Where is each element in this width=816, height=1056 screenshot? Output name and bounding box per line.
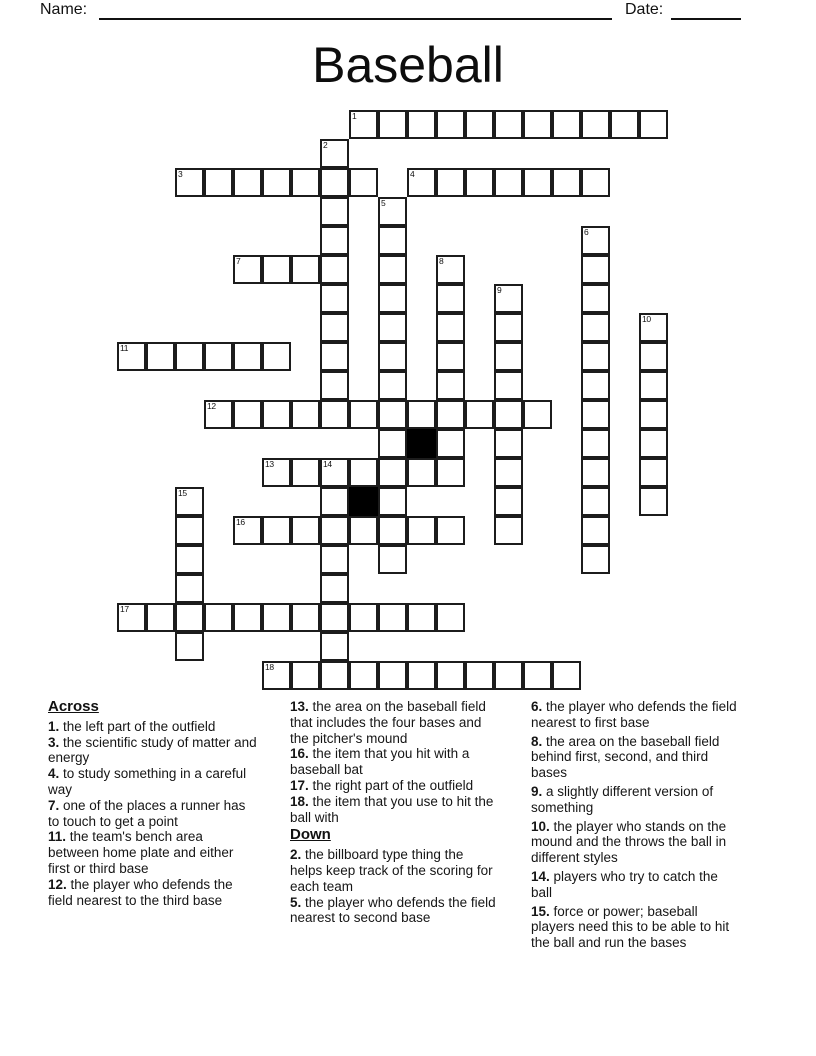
grid-cell[interactable] <box>320 400 349 429</box>
grid-cell[interactable] <box>320 168 349 197</box>
grid-cell[interactable] <box>378 197 407 226</box>
cell-number: 8 <box>439 256 444 266</box>
grid-cell[interactable] <box>291 458 320 487</box>
grid-cell[interactable] <box>378 255 407 284</box>
clue-text: the player who stands on the mound and the throws the ball in different styles <box>531 818 727 866</box>
grid-cell[interactable] <box>436 400 465 429</box>
grid-cell[interactable] <box>320 661 349 690</box>
grid-cell[interactable] <box>436 661 465 690</box>
clue-text: a slightly different version of something <box>531 783 714 815</box>
cell-number: 4 <box>410 169 415 179</box>
clue-number: 16. <box>290 746 309 762</box>
clue-item <box>531 734 740 781</box>
grid-cell[interactable] <box>204 168 233 197</box>
cell-number: 14 <box>323 459 332 469</box>
cell-number: 16 <box>236 517 245 527</box>
clue-number: 11. <box>48 829 67 845</box>
grid-cell[interactable] <box>436 110 465 139</box>
grid-cell[interactable] <box>378 400 407 429</box>
grid-cell[interactable] <box>407 516 436 545</box>
grid-cell[interactable] <box>581 255 610 284</box>
grid-cell[interactable] <box>291 168 320 197</box>
cell-number: 11 <box>120 343 129 353</box>
grid-cell[interactable] <box>378 313 407 342</box>
grid-cell[interactable] <box>233 168 262 197</box>
grid-cell[interactable] <box>610 110 639 139</box>
grid-cell[interactable] <box>320 284 349 313</box>
grid-cell[interactable] <box>523 110 552 139</box>
grid-cell[interactable] <box>581 516 610 545</box>
clue-number: 10. <box>531 818 550 834</box>
grid-cell[interactable] <box>262 458 291 487</box>
grid-cell[interactable] <box>349 400 378 429</box>
grid-cell[interactable] <box>117 342 146 371</box>
grid-cell[interactable] <box>494 284 523 313</box>
cell-number: 17 <box>120 604 129 614</box>
grid-cell[interactable] <box>639 458 668 487</box>
cell-number: 10 <box>642 314 651 324</box>
grid-cell[interactable] <box>378 226 407 255</box>
grid-cell[interactable] <box>436 603 465 632</box>
grid-cell[interactable] <box>378 429 407 458</box>
grid-cell[interactable] <box>233 516 262 545</box>
grid-cell[interactable] <box>320 516 349 545</box>
grid-cell[interactable] <box>436 371 465 400</box>
clue-text: one of the places a runner has to touch to get a point <box>48 797 246 829</box>
cell-number: 18 <box>265 662 274 672</box>
cell-number: 12 <box>207 401 216 411</box>
grid-cell[interactable] <box>523 168 552 197</box>
grid-cell[interactable] <box>291 661 320 690</box>
grid-cell[interactable] <box>436 313 465 342</box>
grid-cell[interactable] <box>581 313 610 342</box>
grid-cell[interactable] <box>494 168 523 197</box>
grid-cell[interactable] <box>233 342 262 371</box>
grid-cell[interactable] <box>639 487 668 516</box>
grid-cell[interactable] <box>581 458 610 487</box>
grid-cell[interactable] <box>320 487 349 516</box>
grid-cell[interactable] <box>349 168 378 197</box>
clue-item <box>290 699 499 746</box>
grid-cell[interactable] <box>465 168 494 197</box>
clue-item <box>531 784 740 816</box>
grid-cell[interactable] <box>378 284 407 313</box>
cell-number: 13 <box>265 459 274 469</box>
grid-cell[interactable] <box>175 342 204 371</box>
grid-cell[interactable] <box>291 603 320 632</box>
grid-cell[interactable] <box>378 371 407 400</box>
grid-cell-black <box>349 487 378 516</box>
grid-cell[interactable] <box>320 545 349 574</box>
grid-cell[interactable] <box>320 632 349 661</box>
clue-section <box>48 699 257 908</box>
grid-cell[interactable] <box>262 661 291 690</box>
grid-cell[interactable] <box>407 603 436 632</box>
grid-cell[interactable] <box>436 284 465 313</box>
clue-number: 2. <box>290 847 302 863</box>
grid-cell[interactable] <box>146 342 175 371</box>
grid-cell[interactable] <box>175 487 204 516</box>
grid-cell[interactable] <box>581 487 610 516</box>
grid-cell[interactable] <box>639 400 668 429</box>
grid-cell[interactable] <box>146 603 175 632</box>
grid-cell[interactable] <box>581 342 610 371</box>
grid-cell[interactable] <box>552 661 581 690</box>
clue-text: players who try to catch the ball <box>531 868 718 900</box>
grid-cell[interactable] <box>378 516 407 545</box>
clue-column <box>290 699 499 926</box>
grid-cell[interactable] <box>581 110 610 139</box>
clue-text: the area on the baseball field that includes the four bases and the pitcher's mound <box>290 699 486 746</box>
grid-cell[interactable] <box>407 168 436 197</box>
grid-cell[interactable] <box>349 661 378 690</box>
clue-number: 7. <box>48 797 60 813</box>
grid-cell[interactable] <box>378 661 407 690</box>
grid-cell[interactable] <box>494 313 523 342</box>
grid-cell[interactable] <box>378 487 407 516</box>
grid-cell[interactable] <box>291 255 320 284</box>
grid-cell[interactable] <box>320 371 349 400</box>
clue-item <box>48 719 257 735</box>
clue-item <box>290 778 499 794</box>
clue-text: force or power; baseball players need this to be able to hit the ball and run the bases <box>531 903 730 951</box>
grid-cell[interactable] <box>349 516 378 545</box>
clue-item <box>48 766 257 798</box>
grid-cell[interactable] <box>233 603 262 632</box>
grid-cell[interactable] <box>581 284 610 313</box>
grid-cell[interactable] <box>291 400 320 429</box>
grid-cell[interactable] <box>262 603 291 632</box>
down-header: Down <box>290 826 331 844</box>
grid-cell[interactable] <box>639 342 668 371</box>
grid-cell[interactable] <box>175 168 204 197</box>
grid-cell[interactable] <box>581 168 610 197</box>
grid-cell[interactable] <box>552 168 581 197</box>
clue-text: the left part of the outfield <box>59 718 216 734</box>
grid-cell[interactable] <box>436 516 465 545</box>
grid-cell[interactable] <box>320 139 349 168</box>
clue-text: the player who defends the field nearest to the third base <box>48 876 233 908</box>
grid-cell[interactable] <box>581 400 610 429</box>
clue-text: the player who defends the field nearest to first base <box>531 699 737 730</box>
grid-cell[interactable] <box>494 516 523 545</box>
clue-text: the team's bench area between home plate and either first or third base <box>48 829 234 876</box>
grid-cell[interactable] <box>436 168 465 197</box>
clue-item <box>290 794 499 826</box>
clue-number: 3. <box>48 734 60 750</box>
grid-cell[interactable] <box>436 342 465 371</box>
clue-item <box>290 895 499 927</box>
grid-cell[interactable] <box>175 545 204 574</box>
grid-cell[interactable] <box>494 400 523 429</box>
grid-cell[interactable] <box>378 545 407 574</box>
clue-number: 14. <box>531 868 550 884</box>
grid-cell[interactable] <box>494 342 523 371</box>
clue-item <box>531 869 740 901</box>
across-header: Across <box>48 698 99 715</box>
grid-cell[interactable] <box>581 429 610 458</box>
grid-cell[interactable] <box>407 458 436 487</box>
clue-item <box>531 904 740 951</box>
clue-column <box>48 699 257 908</box>
clue-text: the area on the baseball field behind first, second, and third bases <box>531 733 720 781</box>
grid-cell[interactable] <box>465 110 494 139</box>
cell-number: 5 <box>381 198 386 208</box>
clue-column <box>531 699 740 954</box>
clue-section <box>531 699 740 951</box>
cell-number: 6 <box>584 227 589 237</box>
grid-cell[interactable] <box>378 342 407 371</box>
grid-cell[interactable] <box>204 400 233 429</box>
grid-cell[interactable] <box>262 400 291 429</box>
clue-item <box>48 735 257 767</box>
name-label: Name: <box>40 1 88 18</box>
grid-cell[interactable] <box>407 400 436 429</box>
grid-cell[interactable] <box>465 400 494 429</box>
grid-cell[interactable] <box>581 371 610 400</box>
grid-cell[interactable] <box>291 516 320 545</box>
grid-cell[interactable] <box>262 168 291 197</box>
cell-number: 7 <box>236 256 241 266</box>
grid-cell-black <box>407 429 436 458</box>
grid-cell[interactable] <box>320 313 349 342</box>
grid-cell[interactable] <box>465 661 494 690</box>
clue-number: 1. <box>48 718 60 734</box>
clue-number: 17. <box>290 777 309 793</box>
clue-number: 13. <box>290 699 309 714</box>
name-blank-line[interactable] <box>99 18 612 20</box>
clue-text: the scientific study of matter and energy <box>48 734 257 766</box>
grid-cell[interactable] <box>320 226 349 255</box>
clue-text: the billboard type thing the helps keep track of the scoring for each team <box>290 847 493 894</box>
clue-section <box>290 699 499 825</box>
grid-cell[interactable] <box>494 458 523 487</box>
grid-cell[interactable] <box>262 255 291 284</box>
grid-cell[interactable] <box>552 110 581 139</box>
cell-number: 9 <box>497 285 502 295</box>
grid-cell[interactable] <box>349 458 378 487</box>
grid-cell[interactable] <box>175 603 204 632</box>
grid-cell[interactable] <box>494 110 523 139</box>
clue-number: 9. <box>531 783 543 799</box>
grid-cell[interactable] <box>349 603 378 632</box>
grid-cell[interactable] <box>494 371 523 400</box>
clue-number: 15. <box>531 903 550 919</box>
cell-number: 2 <box>323 140 328 150</box>
clue-text: the item that you hit with a baseball bat <box>290 746 470 778</box>
grid-cell[interactable] <box>117 603 146 632</box>
grid-cell[interactable] <box>320 458 349 487</box>
clue-text: the player who defends the field nearest to second base <box>290 894 496 926</box>
grid-cell[interactable] <box>233 400 262 429</box>
clue-section <box>290 827 499 926</box>
clue-item <box>531 819 740 866</box>
cell-number: 1 <box>352 111 357 121</box>
grid-cell[interactable] <box>320 603 349 632</box>
grid-cell[interactable] <box>436 255 465 284</box>
grid-cell[interactable] <box>349 110 378 139</box>
grid-cell[interactable] <box>378 458 407 487</box>
grid-cell[interactable] <box>175 574 204 603</box>
grid-cell[interactable] <box>407 110 436 139</box>
grid-cell[interactable] <box>204 342 233 371</box>
grid-cell[interactable] <box>378 110 407 139</box>
grid-cell[interactable] <box>175 632 204 661</box>
clue-number: 12. <box>48 876 67 892</box>
clue-item <box>48 877 257 909</box>
grid-cell[interactable] <box>320 255 349 284</box>
grid-cell[interactable] <box>320 574 349 603</box>
clue-number: 5. <box>290 894 302 910</box>
grid-cell[interactable] <box>262 342 291 371</box>
date-label: Date: <box>625 1 664 18</box>
grid-cell[interactable] <box>581 545 610 574</box>
grid-cell[interactable] <box>639 110 668 139</box>
clue-number: 18. <box>290 793 309 809</box>
cell-number: 3 <box>178 169 183 179</box>
grid-cell[interactable] <box>233 255 262 284</box>
grid-cell[interactable] <box>262 516 291 545</box>
grid-cell[interactable] <box>436 429 465 458</box>
clue-item <box>290 847 499 894</box>
grid-cell[interactable] <box>523 661 552 690</box>
grid-cell[interactable] <box>639 371 668 400</box>
grid-cell[interactable] <box>436 458 465 487</box>
clue-number: 4. <box>48 766 60 782</box>
cell-number: 15 <box>178 488 187 498</box>
clue-text: the item that you use to hit the ball with <box>290 793 494 825</box>
clue-item <box>290 746 499 778</box>
clue-item <box>48 798 257 830</box>
grid-cell[interactable] <box>639 429 668 458</box>
clue-text: the right part of the outfield <box>308 777 474 793</box>
grid-cell[interactable] <box>494 429 523 458</box>
date-blank-line[interactable] <box>671 18 741 20</box>
clue-number: 6. <box>531 699 543 714</box>
clue-text: to study something in a careful way <box>48 766 247 797</box>
crossword-grid <box>117 110 669 691</box>
grid-cell[interactable] <box>407 661 436 690</box>
grid-cell[interactable] <box>494 487 523 516</box>
grid-cell[interactable] <box>320 342 349 371</box>
grid-cell[interactable] <box>320 197 349 226</box>
clue-number: 8. <box>531 733 543 749</box>
grid-cell[interactable] <box>523 400 552 429</box>
grid-cell[interactable] <box>378 603 407 632</box>
grid-cell[interactable] <box>494 661 523 690</box>
clue-item <box>48 829 257 876</box>
clue-item <box>531 699 740 731</box>
puzzle-title: Baseball <box>312 37 504 93</box>
grid-cell[interactable] <box>175 516 204 545</box>
grid-cell[interactable] <box>639 313 668 342</box>
grid-cell[interactable] <box>581 226 610 255</box>
grid-cell[interactable] <box>204 603 233 632</box>
